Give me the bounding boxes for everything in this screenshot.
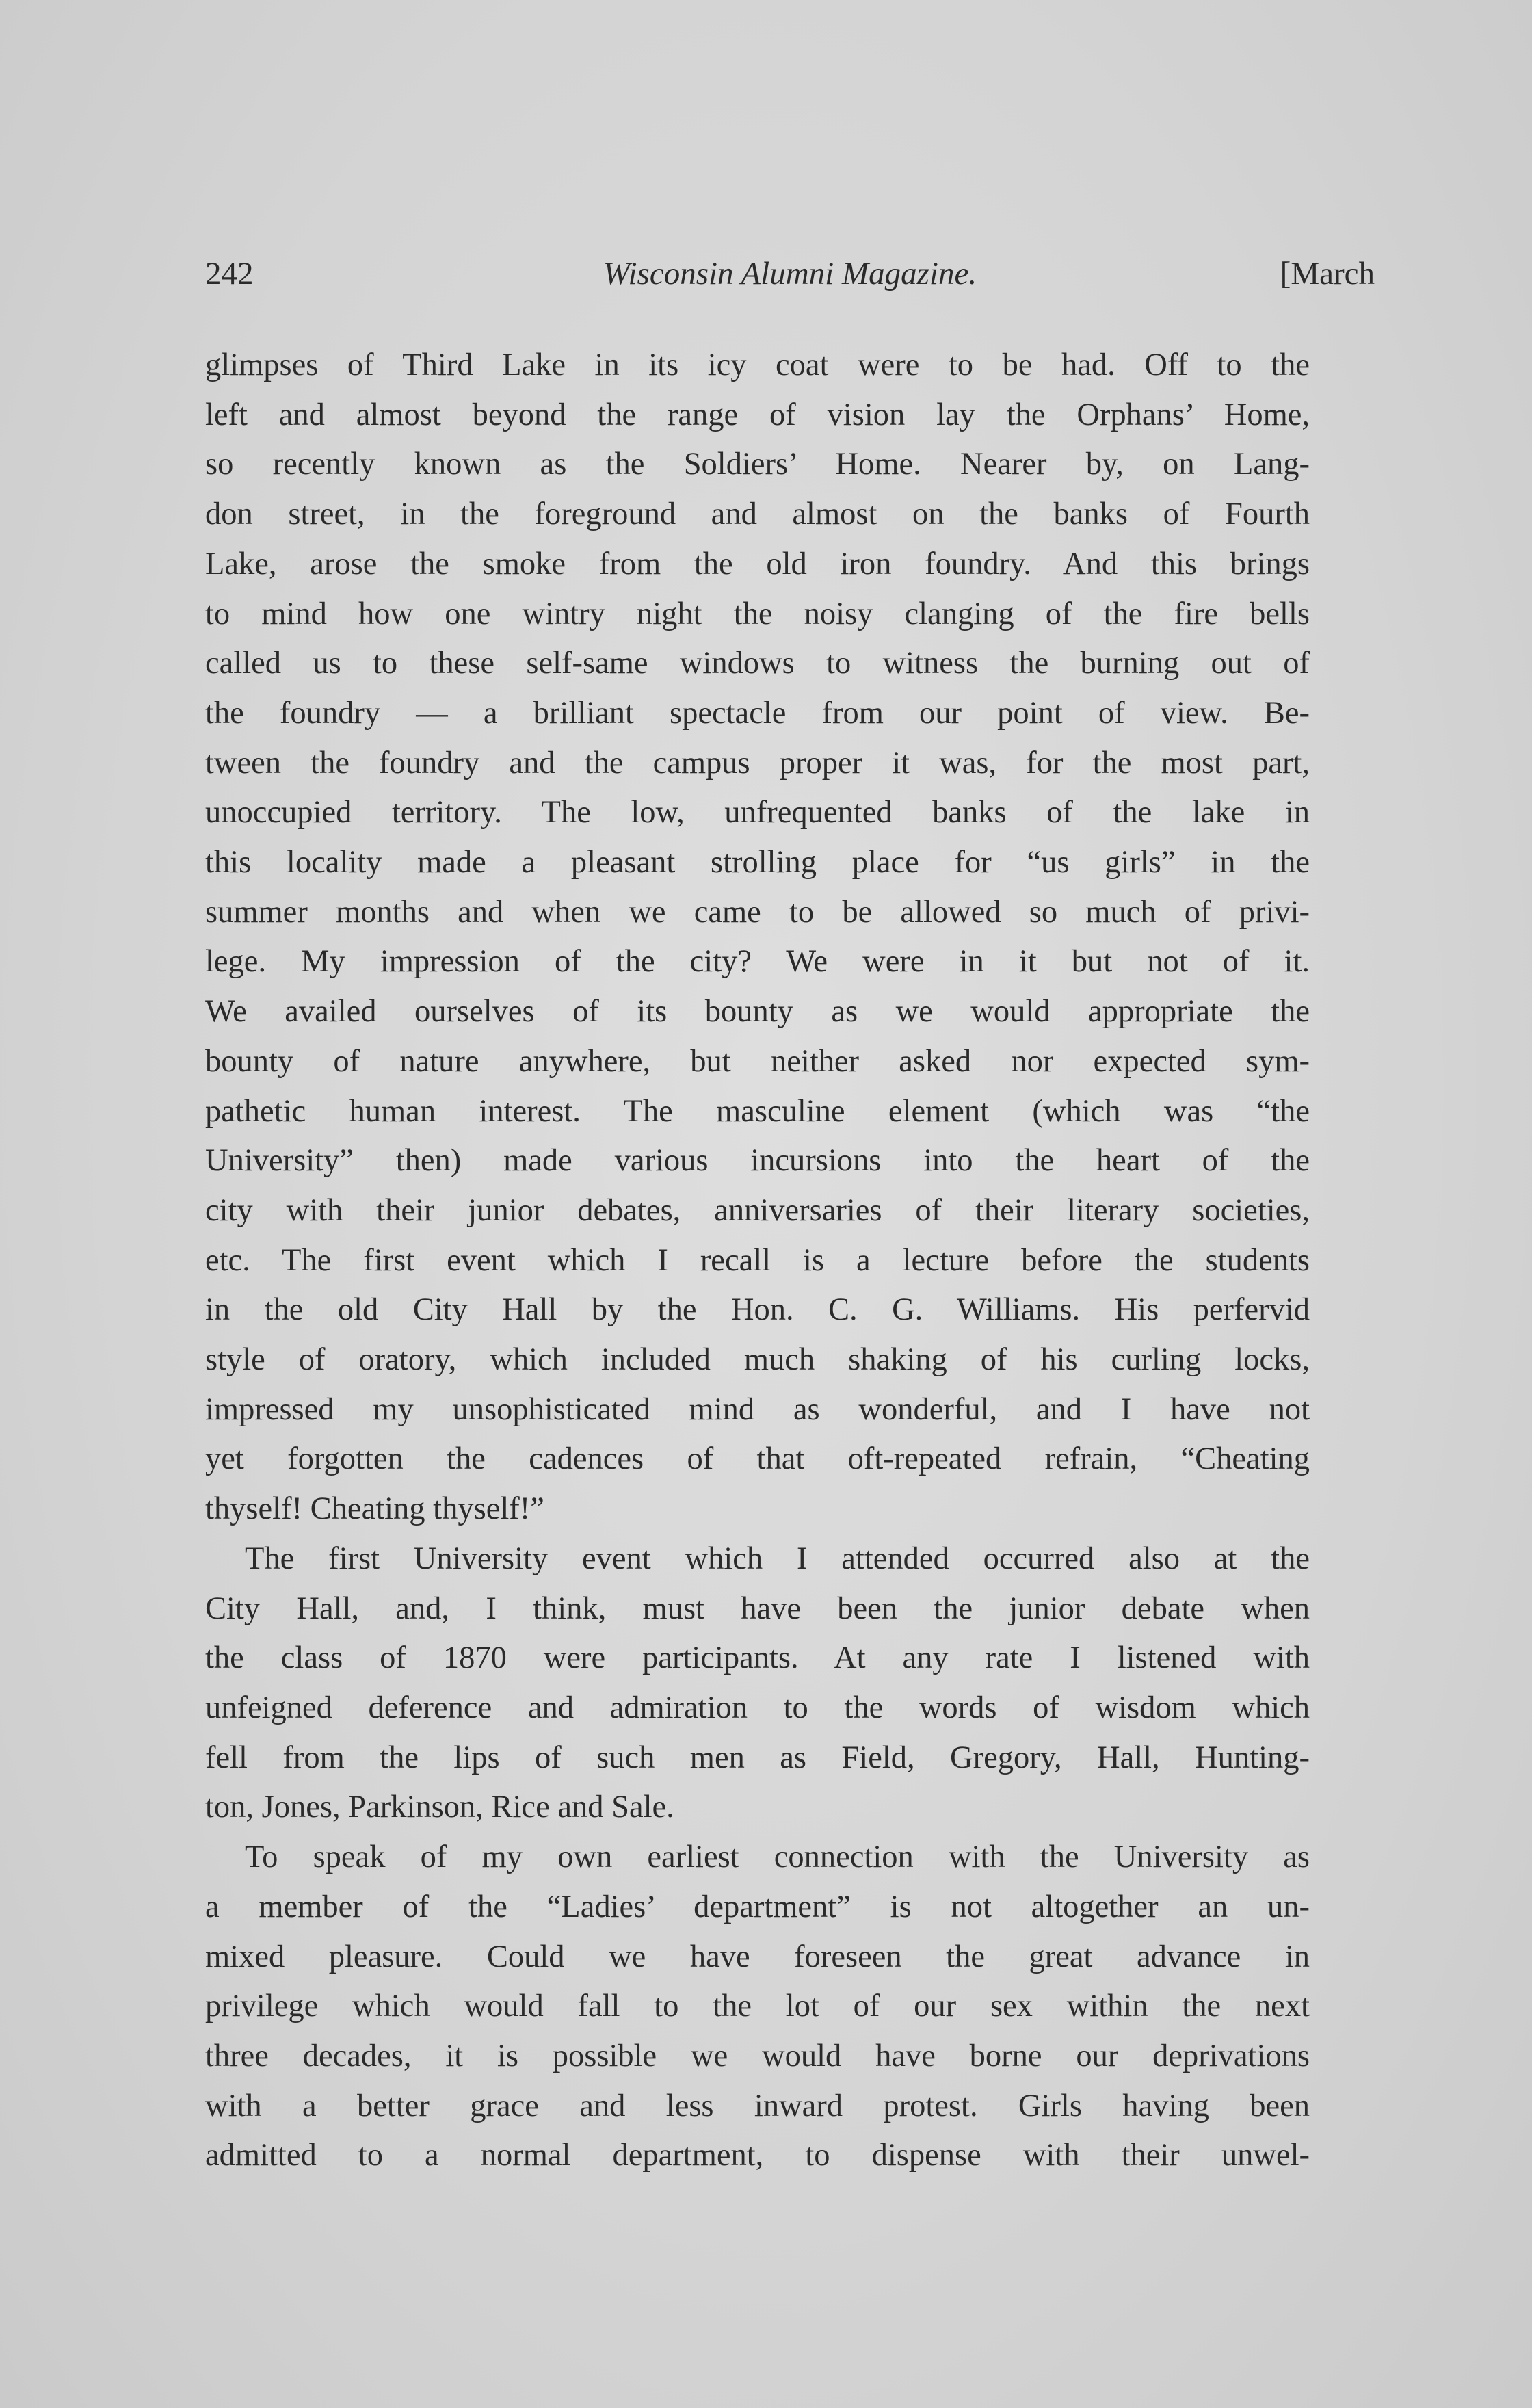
text-line: the foundry — a brilliant spectacle from our point of view. Be-	[205, 695, 1310, 731]
text-line: this locality made a pleasant strolling place for “us girls” in the	[205, 845, 1310, 880]
text-line: Lake, arose the smoke from the old iron foundry. And this brings	[205, 546, 1310, 581]
text-line: bounty of nature anywhere, but neither asked nor expected sym-	[205, 1043, 1310, 1079]
text-line: unoccupied territory. The low, unfrequented banks of the lake in	[205, 795, 1310, 830]
text-line: a member of the “Ladies’ department” is not altogether an un-	[205, 1889, 1310, 1924]
text-line: with a better grace and less inward protest. Girls having been	[205, 2088, 1310, 2123]
text-line: University” then) made various incursions into the heart of the	[205, 1143, 1310, 1179]
text-line: don street, in the foreground and almost on the banks of Fourth	[205, 497, 1310, 532]
text-line: pathetic human interest. The masculine element (which was “the	[205, 1093, 1310, 1129]
text-line: thyself! Cheating thyself!”	[205, 1491, 544, 1527]
text-line: ton, Jones, Parkinson, Rice and Sale.	[205, 1790, 674, 1825]
text-line: lege. My impression of the city? We were in it but not of it.	[205, 944, 1310, 980]
article-body	[205, 341, 1310, 2181]
text-line: We availed ourselves of its bounty as we would appropriate the	[205, 994, 1310, 1030]
text-line: City Hall, and, I think, must have been the junior debate when	[205, 1591, 1310, 1626]
page-number: 242	[205, 256, 254, 291]
text-line: to mind how one wintry night the noisy clanging of the fire bells	[205, 596, 1310, 631]
page-header	[205, 250, 1375, 298]
text-line: admitted to a normal department, to dispense with their unwel-	[205, 2138, 1310, 2173]
text-line: tween the foundry and the campus proper it was, for the most part,	[205, 745, 1310, 781]
text-line: glimpses of Third Lake in its icy coat were to be had. Off to the	[205, 348, 1310, 382]
text-line: city with their junior debates, anniversaries of their literary societies,	[205, 1192, 1310, 1228]
text-line: The first University event which I attended occurred also at the	[245, 1541, 1310, 1576]
text-line: fell from the lips of such men as Field, Gregory, Hall, Hunting-	[205, 1740, 1310, 1775]
text-line: etc. The first event which I recall is a lecture before the students	[205, 1242, 1310, 1278]
text-line: yet forgotten the cadences of that oft-repeated refrain, “Cheating	[205, 1441, 1310, 1477]
text-line: left and almost beyond the range of vision lay the Orphans’ Home,	[205, 397, 1310, 432]
text-line: summer months and when we came to be allowed so much of privi-	[205, 894, 1310, 930]
text-line: in the old City Hall by the Hon. C. G. Williams. His perfervid	[205, 1292, 1310, 1328]
running-title: Wisconsin Alumni Magazine.	[603, 256, 977, 291]
text-line: To speak of my own earliest connection with the University as	[245, 1840, 1310, 1875]
text-line: style of oratory, which included much shaking of his curling locks,	[205, 1342, 1310, 1378]
text-line: unfeigned deference and admiration to the words of wisdom which	[205, 1690, 1310, 1725]
text-line: called us to these self-same windows to witness the burning out of	[205, 646, 1310, 681]
text-line: the class of 1870 were participants. At any rate I listened with	[205, 1640, 1310, 1676]
text-line: impressed my unsophisticated mind as wonderful, and I have not	[205, 1391, 1310, 1427]
text-line: so recently known as the Soldiers’ Home. Nearer by, on Lang-	[205, 447, 1310, 482]
text-line: three decades, it is possible we would have borne our deprivations	[205, 2038, 1310, 2073]
running-month: [March	[1280, 256, 1375, 291]
text-line: mixed pleasure. Could we have foreseen the great advance in	[205, 1939, 1310, 1974]
text-line: privilege which would fall to the lot of our sex within the next	[205, 1989, 1310, 2024]
